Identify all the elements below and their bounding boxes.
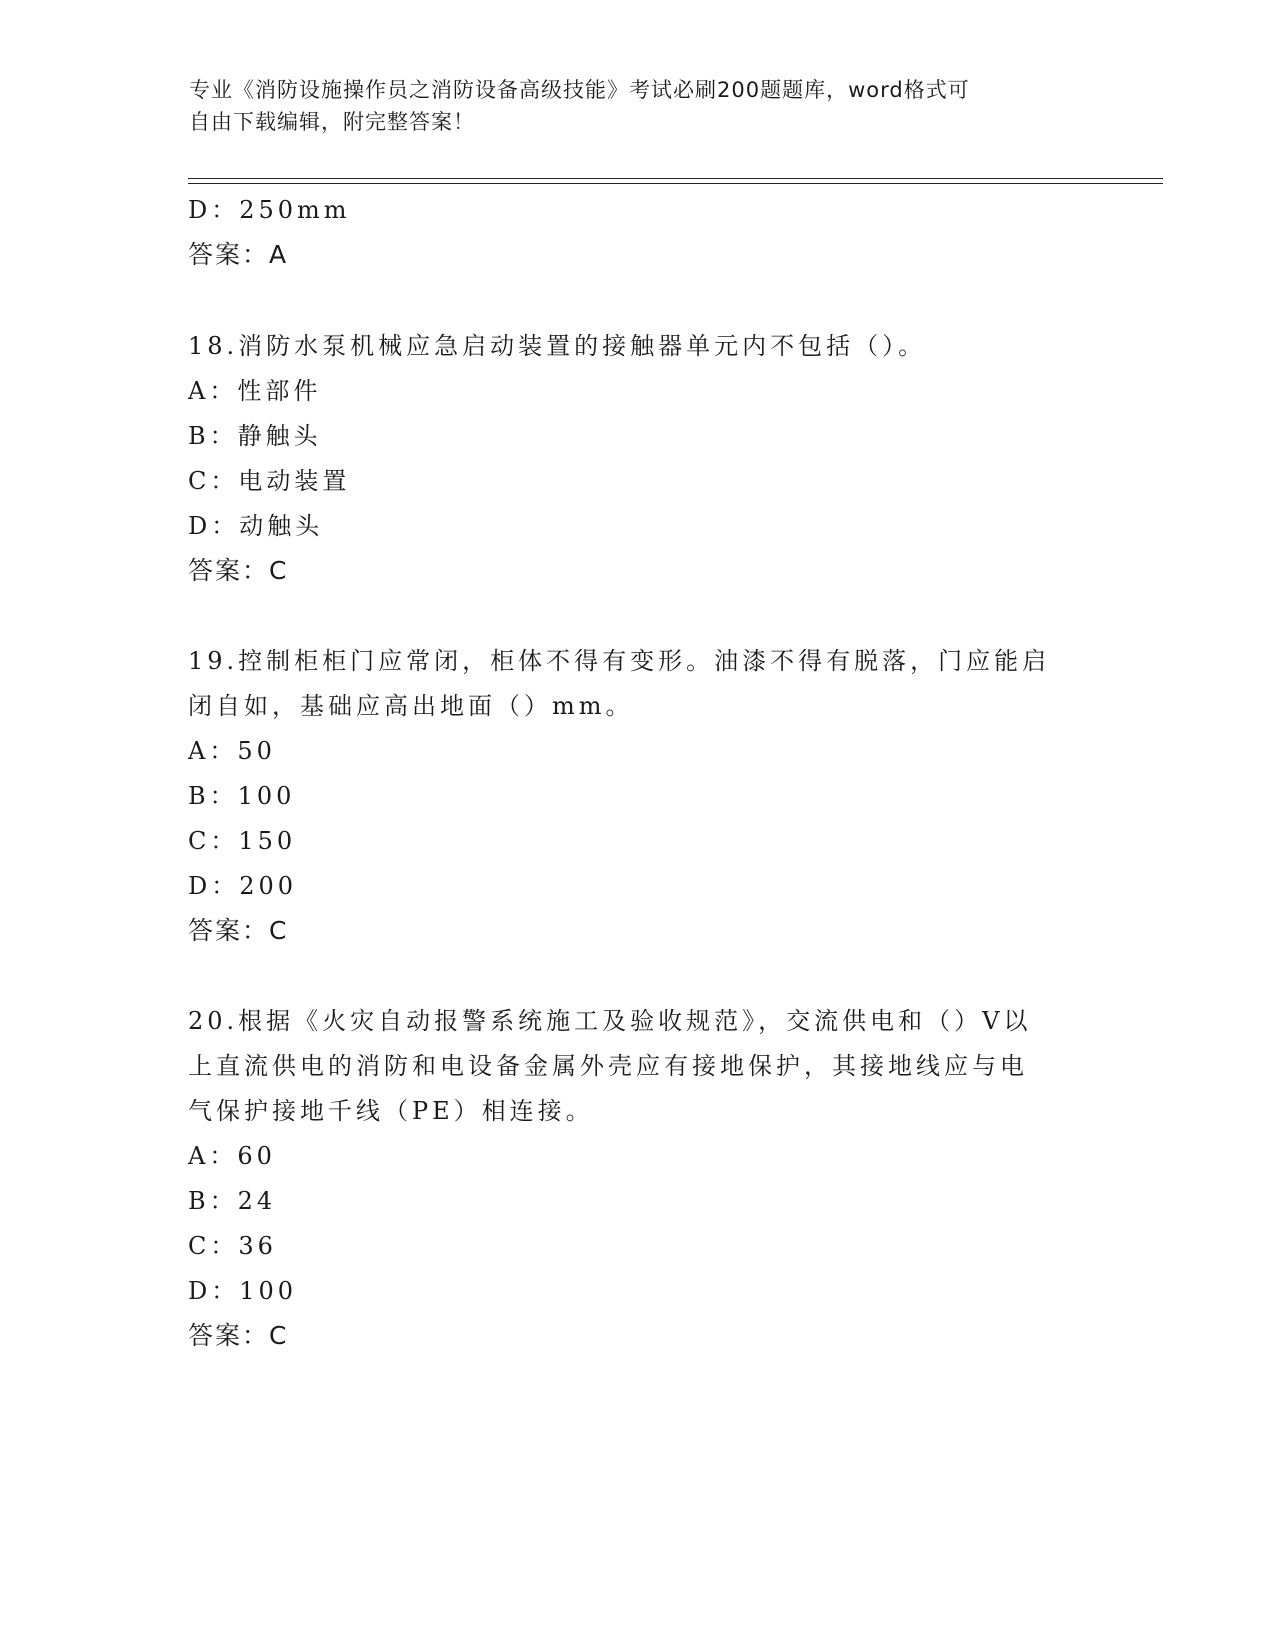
q20-stem-line-3: 气保护接地千线（PE）相连接。 bbox=[188, 1097, 594, 1125]
q19-option-d: D：200 bbox=[188, 872, 298, 900]
header-line-1: 专业《消防设施操作员之消防设备高级技能》考试必刷200题题库，word格式可 bbox=[189, 78, 970, 102]
header-divider-top bbox=[188, 178, 1163, 179]
q18-option-b: B：静触头 bbox=[188, 422, 322, 450]
q18-answer: 答案：C bbox=[188, 556, 289, 585]
q19-option-c: C：150 bbox=[188, 827, 297, 855]
q19-option-b: B：100 bbox=[188, 782, 296, 810]
q18-stem: 18.消防水泵机械应急启动装置的接触器单元内不包括（）。 bbox=[188, 332, 927, 360]
q18-option-a: A：性部件 bbox=[188, 377, 322, 405]
q19-answer: 答案：C bbox=[188, 916, 289, 945]
q20-option-b: B：24 bbox=[188, 1187, 277, 1215]
header-line-2: 自由下载编辑，附完整答案！ bbox=[189, 110, 475, 134]
q20-option-d: D：100 bbox=[188, 1277, 298, 1305]
q19-option-a: A：50 bbox=[188, 737, 276, 765]
q20-answer: 答案：C bbox=[188, 1321, 289, 1350]
q19-stem-line-2: 闭自如，基础应高出地面（）mm。 bbox=[188, 692, 634, 720]
prev-answer: 答案：A bbox=[188, 240, 289, 269]
q20-option-a: A：60 bbox=[188, 1142, 276, 1170]
prev-option-d: D：250mm bbox=[188, 196, 351, 224]
q18-option-d: D：动触头 bbox=[188, 512, 324, 540]
document-header bbox=[189, 74, 1069, 138]
q20-stem-line-2: 上直流供电的消防和电设备金属外壳应有接地保护，其接地线应与电 bbox=[188, 1052, 1028, 1080]
header-divider-bottom bbox=[188, 183, 1163, 184]
q18-option-c: C：电动装置 bbox=[188, 467, 351, 495]
q20-stem-line-1: 20.根据《火灾自动报警系统施工及验收规范》，交流供电和（）V以 bbox=[188, 1007, 1032, 1035]
q19-stem-line-1: 19.控制柜柜门应常闭，柜体不得有变形。油漆不得有脱落，门应能启 bbox=[188, 647, 1051, 675]
q20-option-c: C：36 bbox=[188, 1232, 277, 1260]
